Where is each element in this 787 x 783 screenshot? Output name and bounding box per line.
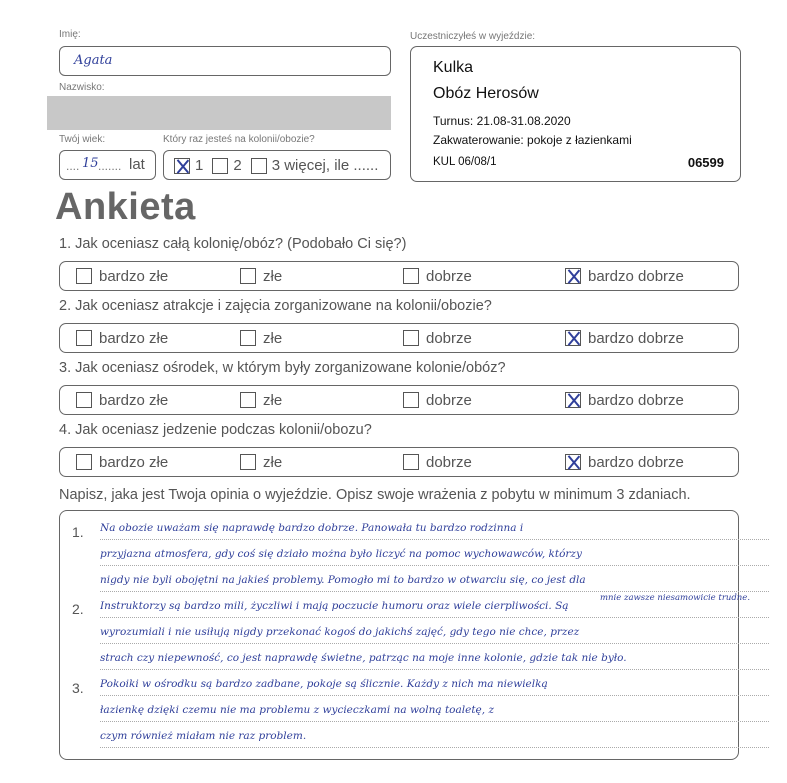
age-label: Twój wiek: — [59, 134, 106, 145]
age-dots-left: .... — [66, 159, 80, 173]
question-4-option-label-2: złe — [263, 453, 283, 471]
camp-turnus: Turnus: 21.08-31.08.2020 — [433, 114, 571, 128]
camp-title: Obóz Herosów — [433, 85, 539, 102]
question-1-option-label-3: dobrze — [426, 267, 472, 285]
opinion-number-1: 1. — [72, 524, 84, 540]
question-3-option-label-2: złe — [263, 391, 283, 409]
opinion-line-6: strach czy niepewność, co jest naprawdę świetne, patrząc na moje inne kolonie, gdzie tak nie było. — [100, 652, 769, 670]
opinion-line-8: łazienkę dzięki czemu nie ma problemu z wycieczkami na wolną toaletę, z — [100, 704, 769, 722]
question-2-option-label-3: dobrze — [426, 329, 472, 347]
question-4-option-label-3: dobrze — [426, 453, 472, 471]
camp-accommodation: Zakwaterowanie: pokoje z łazienkami — [433, 133, 632, 147]
question-4-text: 4. Jak oceniasz jedzenie podczas kolonii/obozu? — [59, 422, 372, 438]
opinion-line-7: Pokoiki w ośrodku są bardzo zadbane, pokoje są ślicznie. Każdy z nich ma niewielką — [100, 678, 769, 696]
opinion-line-2: przyjazna atmosfera, gdy coś się działo można było liczyć na pomoc wychowawców, którzy — [100, 548, 769, 566]
opinion-line-5: wyrozumiali i nie usiłują nigdy przekonać kogoś do jakichś zajęć, gdy tego nie chce, przez — [100, 626, 769, 644]
question-4-option-label-4: bardzo dobrze — [588, 453, 684, 471]
question-3-option-label-1: bardzo złe — [99, 391, 169, 409]
times-option-1: 1 — [195, 157, 204, 174]
opinion-insert: mnie zawsze niesamowicie trudne. — [600, 593, 751, 603]
camp-number: 06599 — [687, 155, 724, 170]
camp-name: Kulka — [433, 59, 474, 76]
question-2-text: 2. Jak oceniasz atrakcje i zajęcia zorganizowane na kolonii/obozie? — [59, 298, 492, 314]
times-option-2: 2 — [233, 157, 242, 174]
age-dots-right: ....... — [98, 159, 122, 173]
opinion-number-2: 2. — [72, 601, 84, 617]
question-1-option-label-2: złe — [263, 267, 283, 285]
surname-label: Nazwisko: — [59, 82, 105, 93]
opinion-line-1: Na obozie uważam się naprawdę bardzo dobrze. Panowała tu bardzo rodzinna i — [100, 522, 769, 540]
question-2-option-label-1: bardzo złe — [99, 329, 169, 347]
survey-title: Ankieta — [55, 186, 196, 228]
question-3-option-label-3: dobrze — [426, 391, 472, 409]
opinion-line-9: czym również miałam nie raz problem. — [100, 730, 769, 748]
question-1-option-label-4: bardzo dobrze — [588, 267, 684, 285]
times-option-3: 3 więcej, ile ...... — [271, 157, 379, 174]
question-1-option-label-1: bardzo złe — [99, 267, 169, 285]
name-label: Imię: — [59, 29, 81, 40]
opinion-prompt: Napisz, jaka jest Twoja opinia o wyjeździe. Opisz swoje wrażenia z pobytu w minimum 3 zdaniach. — [59, 487, 691, 503]
camp-code: KUL 06/08/1 — [433, 156, 497, 168]
question-3-text: 3. Jak oceniasz ośrodek, w którym były zorganizowane kolonie/obóz? — [59, 360, 506, 376]
age-value: 15 — [82, 156, 99, 171]
name-value: Agata — [74, 53, 113, 68]
camp-label: Uczestniczyłeś w wyjeździe: — [410, 31, 536, 42]
question-2-option-label-4: bardzo dobrze — [588, 329, 684, 347]
question-4-option-label-1: bardzo złe — [99, 453, 169, 471]
question-1-text: 1. Jak oceniasz całą kolonię/obóz? (Podobało Ci się?) — [59, 236, 407, 252]
opinion-line-3: nigdy nie byli obojętni na jakieś problemy. Pomogło mi to bardzo w otwarciu się, co jest dla — [100, 574, 769, 592]
opinion-line-4: Instruktorzy są bardzo mili, życzliwi i mają poczucie humoru oraz wiele cierpliwości. Są — [100, 600, 769, 618]
age-unit: lat — [129, 156, 145, 173]
times-label: Który raz jesteś na kolonii/obozie? — [163, 134, 315, 145]
question-3-option-label-4: bardzo dobrze — [588, 391, 684, 409]
question-2-option-label-2: złe — [263, 329, 283, 347]
opinion-number-3: 3. — [72, 680, 84, 696]
